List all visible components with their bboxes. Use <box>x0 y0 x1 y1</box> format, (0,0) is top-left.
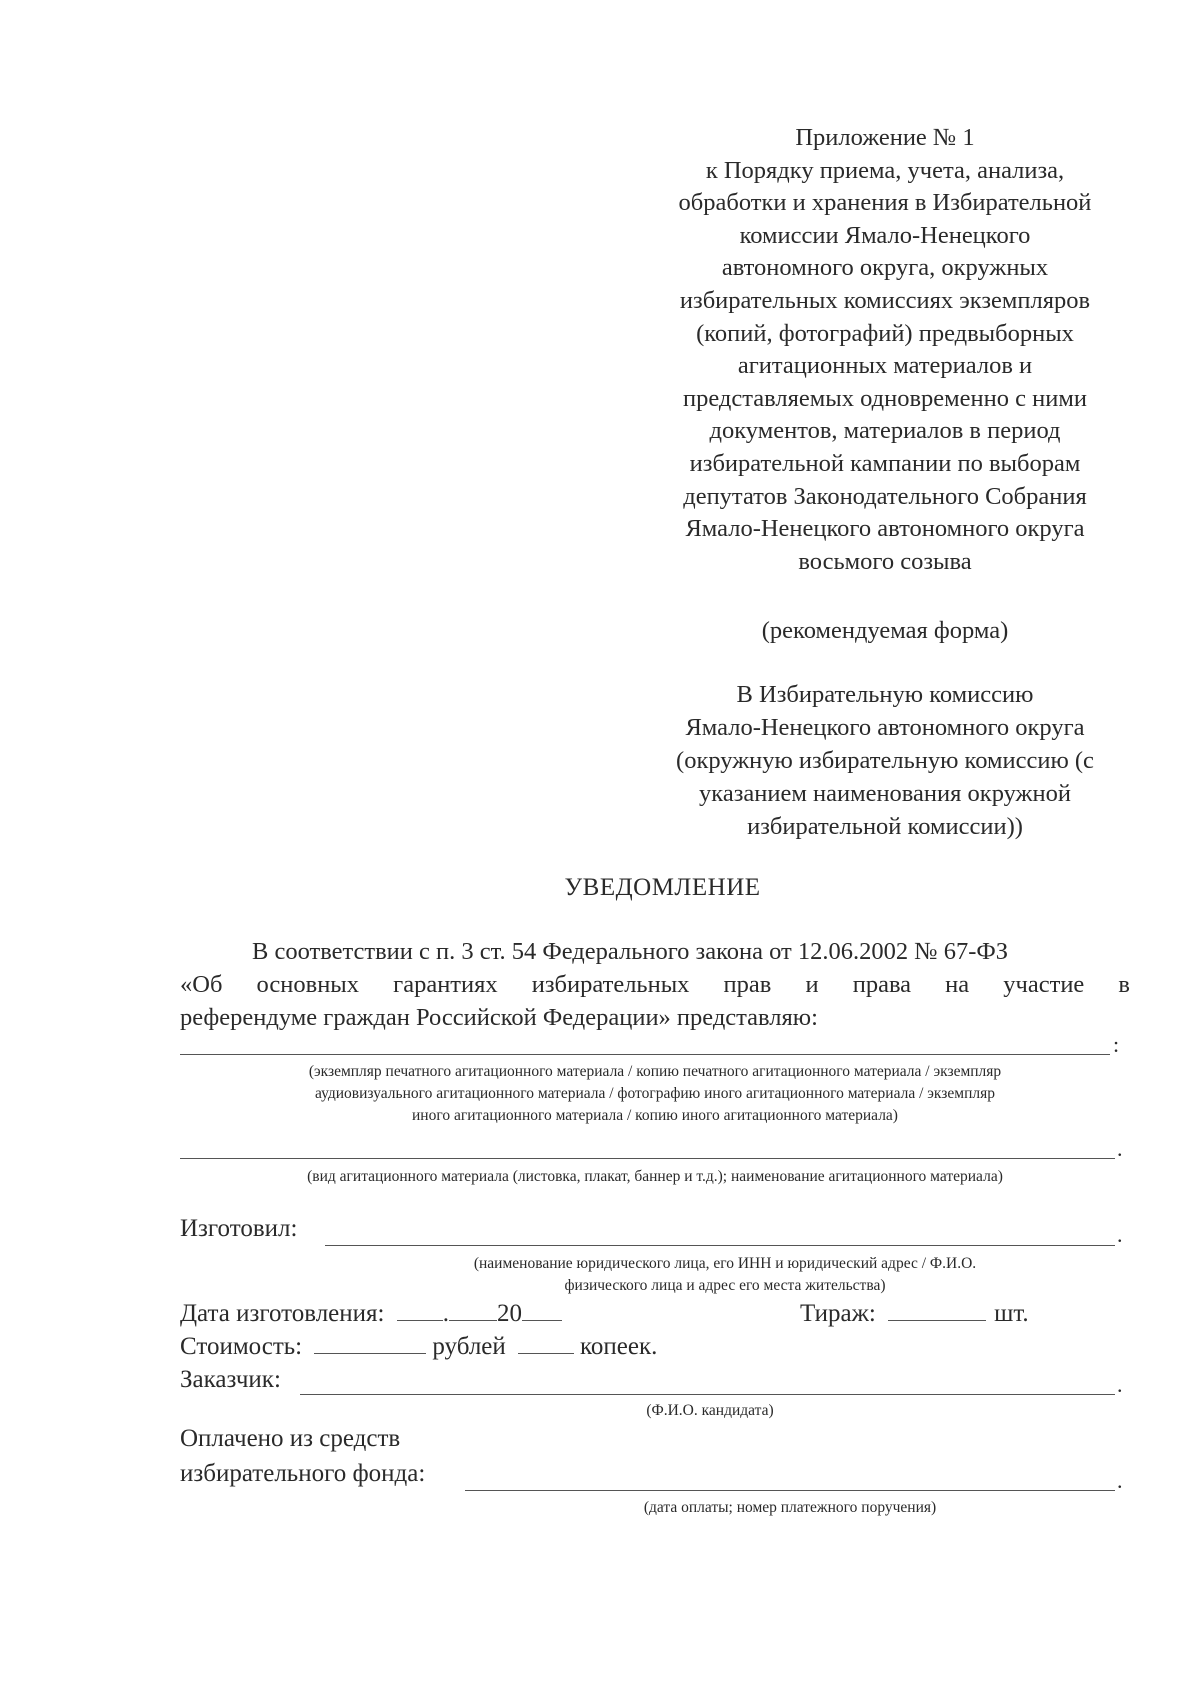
date-separator: . <box>442 1300 449 1327</box>
material-field-line[interactable] <box>180 1054 1110 1055</box>
kopecks-unit: копеек. <box>580 1333 658 1360</box>
paid-field-line[interactable] <box>465 1490 1115 1491</box>
caption-line: (дата оплаты; номер платежного поручения) <box>643 1499 937 1516</box>
caption-line: (наименование юридического лица, его ИНН и юридический адрес / Ф.И.О. <box>473 1255 977 1272</box>
material-kind-field-end: . <box>1117 1136 1123 1161</box>
appendix-line: документов, материалов в период <box>709 417 1061 445</box>
appendix-line: депутатов Законодательного Собрания <box>683 482 1087 510</box>
intro-line: референдуме граждан Российской Федерации» представляю: <box>180 1004 818 1031</box>
appendix-line: избирательных комиссиях экземпляров <box>679 286 1091 314</box>
production-year-field[interactable] <box>522 1300 562 1321</box>
intro-line: «Об основных гарантиях избирательных прав и права на участие в <box>180 971 1130 998</box>
circulation-row <box>800 1300 1029 1328</box>
document-title: УВЕДОМЛЕНИЕ <box>564 874 761 901</box>
circulation-unit: шт. <box>994 1300 1029 1327</box>
production-date-label: Дата изготовления: <box>180 1300 385 1327</box>
material-field-end: : <box>1113 1032 1120 1057</box>
appendix-header <box>640 122 1130 578</box>
material-field-caption <box>180 1061 1130 1127</box>
appendix-line: представляемых одновременно с ними <box>683 384 1087 412</box>
cost-kopecks-field[interactable] <box>518 1333 574 1354</box>
circulation-label: Тираж: <box>800 1300 876 1327</box>
customer-label: Заказчик: <box>180 1366 281 1393</box>
paid-label-line2: избирательного фонда: <box>180 1460 426 1487</box>
production-day-field[interactable] <box>397 1300 443 1321</box>
production-month-field[interactable] <box>449 1300 497 1321</box>
caption-line: (экземпляр печатного агитационного материала / копию печатного агитационного материала / экземпляр <box>308 1063 1002 1080</box>
cost-row <box>180 1333 657 1361</box>
appendix-line: к Порядку приема, учета, анализа, <box>705 156 1065 184</box>
appendix-line: обработки и хранения в Избирательной <box>678 189 1092 217</box>
appendix-line: агитационных материалов и <box>737 352 1033 380</box>
customer-field-line[interactable] <box>300 1394 1115 1395</box>
material-kind-field-caption <box>180 1166 1130 1188</box>
caption-line: физического лица и адрес его места жительства) <box>564 1277 886 1294</box>
cost-rubles-field[interactable] <box>314 1333 426 1354</box>
manufacturer-field-end: . <box>1117 1222 1123 1247</box>
appendix-line: (копий, фотографий) предвыборных <box>696 319 1074 347</box>
rubles-unit: рублей <box>432 1333 506 1360</box>
caption-line: аудиовизуального агитационного материала / фотографию иного агитационного материала / экземпляр <box>315 1085 995 1102</box>
customer-field-caption <box>300 1400 1120 1422</box>
appendix-line: автономного округа, окружных <box>721 254 1049 282</box>
intro-line: В соответствии с п. 3 ст. 54 Федерального закона от 12.06.2002 № 67-ФЗ <box>252 938 1009 965</box>
material-kind-field-line[interactable] <box>180 1158 1115 1159</box>
production-date-row <box>180 1300 562 1328</box>
paid-field-end: . <box>1117 1468 1123 1493</box>
circulation-field[interactable] <box>888 1300 986 1321</box>
addressee-line: В Избирательную комиссию <box>736 681 1034 708</box>
addressee-line: Ямало-Ненецкого автономного округа <box>685 714 1085 741</box>
intro-paragraph <box>180 935 1130 1034</box>
manufacturer-field-line[interactable] <box>325 1245 1115 1246</box>
addressee-line: (окружную избирательную комиссию (с <box>676 747 1094 774</box>
paid-field-caption <box>465 1497 1115 1519</box>
caption-line: иного агитационного материала / копию иного агитационного материала) <box>412 1107 898 1124</box>
appendix-line: комиссии Ямало-Ненецкого <box>739 221 1031 249</box>
appendix-line: восьмого созыва <box>798 547 972 575</box>
manufacturer-label: Изготовил: <box>180 1215 298 1242</box>
appendix-line: Ямало-Ненецкого автономного округа <box>685 515 1085 543</box>
customer-field-end: . <box>1117 1372 1123 1397</box>
appendix-line: избирательной кампании по выборам <box>689 449 1081 477</box>
recommended-form-note: (рекомендуемая форма) <box>761 617 1009 644</box>
addressee-block <box>640 678 1130 843</box>
addressee-line: указанием наименования окружной <box>699 780 1071 807</box>
cost-label: Стоимость: <box>180 1333 303 1360</box>
caption-line: (вид агитационного материала (листовка, плакат, баннер и т.д.); наименование агитационного материала) <box>307 1168 1003 1185</box>
addressee-line: избирательной комиссии)) <box>747 813 1023 840</box>
year-prefix: 20 <box>496 1300 522 1327</box>
paid-label-line1: Оплачено из средств <box>180 1425 401 1452</box>
caption-line: (Ф.И.О. кандидата) <box>646 1402 774 1419</box>
appendix-line: Приложение № 1 <box>795 124 975 151</box>
manufacturer-field-caption <box>325 1253 1125 1297</box>
